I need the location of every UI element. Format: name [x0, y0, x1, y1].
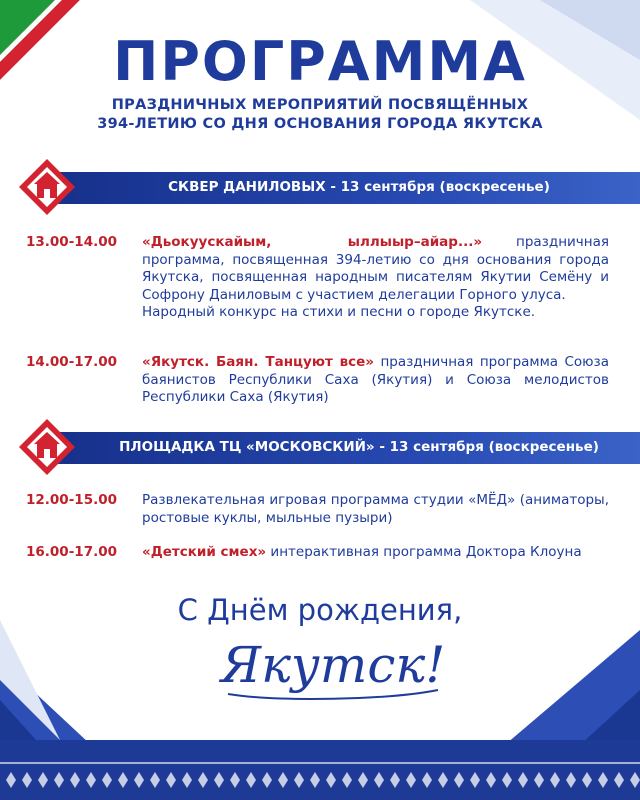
event-description [142, 354, 609, 407]
event-highlight: «Дьокуускайым, ыллыыр–айар...» [142, 234, 483, 250]
event-time: 13.00-14.00 [26, 234, 118, 250]
venue-title: ПЛОЩАДКА ТЦ «МОСКОВСКИЙ» - 13 сентября (воскресенье) [119, 439, 599, 455]
page-title: ПРОГРАММА [113, 30, 527, 93]
event-extra: Народный конкурс на стихи и песни о городе Якутске. [142, 304, 536, 320]
subtitle-line-1: ПРАЗДНИЧНЫХ МЕРОПРИЯТИЙ ПОСВЯЩЁННЫХ [111, 97, 529, 113]
event-text: праздничная программа, посвященная 394-летию со дня основания города Якутска, посвященная народным писателям Якутии Семёну и Софрону Даниловым с участием делегации Горного улуса. [142, 234, 609, 303]
venue-header-skver [18, 158, 640, 216]
greeting-text: С Днём рождения, [177, 593, 463, 627]
venue-header-moskovsky [18, 418, 640, 476]
subtitle-line-2: 394-ЛЕТИЮ СО ДНЯ ОСНОВАНИЯ ГОРОДА ЯКУТСКА [97, 116, 543, 132]
house-icon [18, 158, 76, 216]
event-description [142, 544, 609, 562]
city-script-text: Якутск! [220, 636, 446, 694]
event-highlight: «Якутск. Баян. Танцуют все» [142, 354, 375, 370]
venue-title: СКВЕР ДАНИЛОВЫХ - 13 сентября (воскресенье) [168, 179, 550, 195]
event-text: Развлекательная игровая программа студии «МЁД» (аниматоры, ростовые куклы, мыльные пузыри) [142, 492, 609, 526]
house-icon [18, 418, 76, 476]
city-script-lettering [188, 630, 478, 710]
event-time: 12.00-15.00 [26, 492, 118, 508]
event-text: интерактивная программа Доктора Клоуна [266, 544, 582, 560]
ornament-band [0, 740, 640, 800]
event-text: праздничная программа Союза баянистов Республики Саха (Якутия) и Союза мелодистов Республики Саха (Якутия) [142, 354, 609, 405]
event-time: 16.00-17.00 [26, 544, 118, 560]
event-description [142, 234, 609, 322]
event-time: 14.00-17.00 [26, 354, 118, 370]
event-highlight: «Детский смех» [142, 544, 267, 560]
event-description [142, 492, 609, 527]
